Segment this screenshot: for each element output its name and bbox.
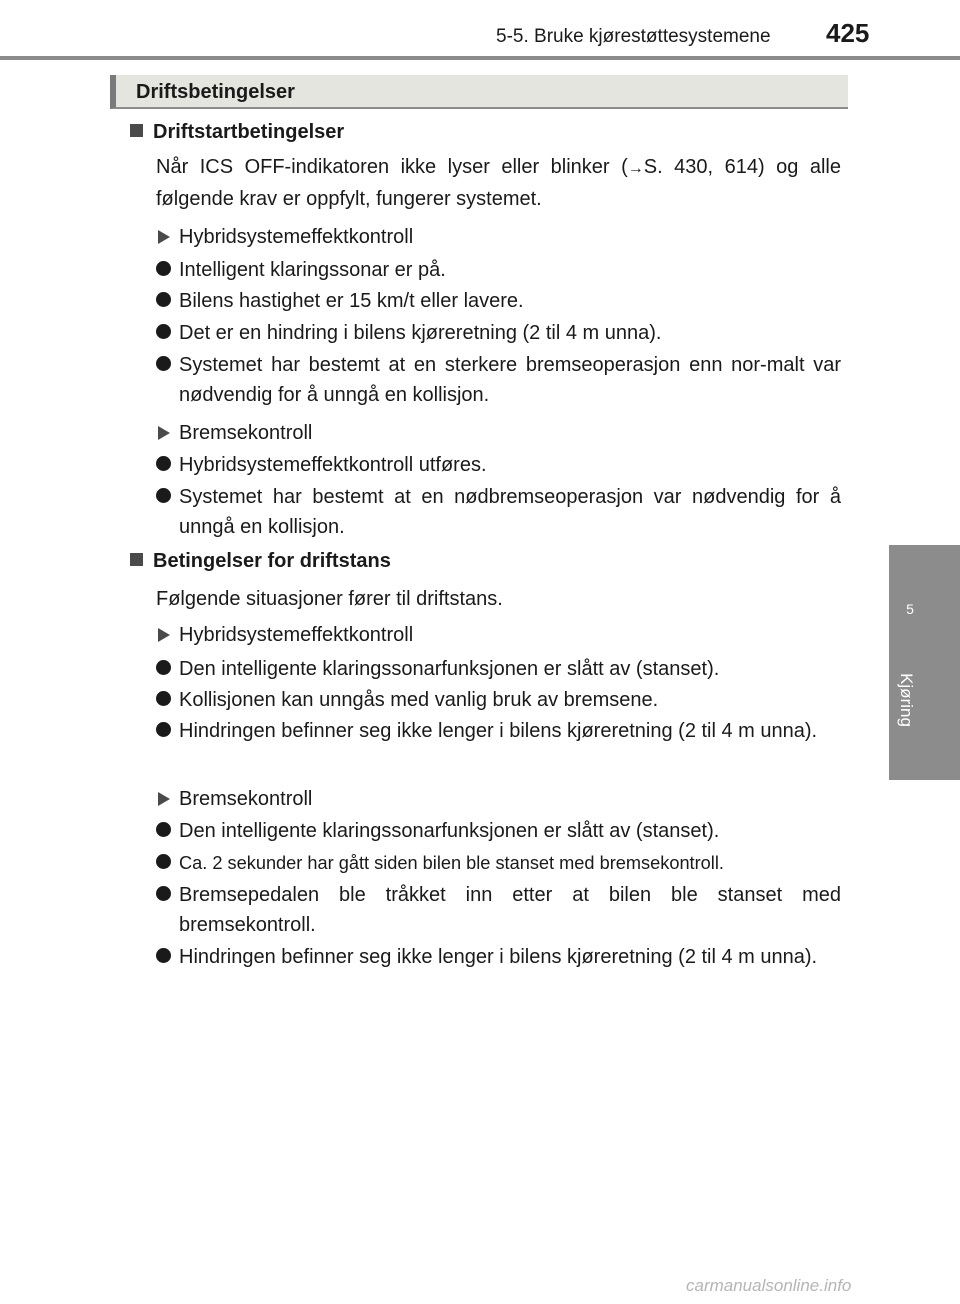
subheading-stop bbox=[130, 550, 391, 573]
list-item-text: Den intelligente klaringssonarfunksjonen er slått av (stanset). bbox=[179, 658, 720, 680]
bullet-dot-icon bbox=[156, 691, 171, 706]
list-item-text: Hybridsystemeffektkontroll utføres. bbox=[179, 454, 487, 476]
watermark: carmanualsonline.info bbox=[686, 1276, 852, 1295]
list-item-text: Kollisjonen kan unngås med vanlig bruk av bremsene. bbox=[179, 689, 659, 711]
list-item-text: Hindringen befinner seg ikke lenger i bilens kjøreretning (2 til 4 m unna). bbox=[179, 946, 818, 968]
triangle-bullet-icon bbox=[158, 426, 170, 440]
list-item-text: Bilens hastighet er 15 km/t eller lavere. bbox=[179, 290, 524, 312]
bullet-dot-icon bbox=[156, 356, 171, 371]
bullet-dot-icon bbox=[156, 854, 171, 869]
start-brake-title: Bremsekontroll bbox=[179, 422, 313, 444]
list-item-text: Det er en hindring i bilens kjøreretning (2 til 4 m unna). bbox=[179, 322, 662, 344]
list-item bbox=[156, 685, 841, 715]
list-item bbox=[156, 654, 841, 684]
list-item bbox=[156, 450, 841, 480]
square-bullet-icon bbox=[130, 553, 143, 566]
stop-hybrid-heading bbox=[156, 620, 841, 650]
list-item-text: Ca. 2 sekunder har gått siden bilen ble stanset med bremsekontroll. bbox=[179, 853, 724, 873]
bullet-dot-icon bbox=[156, 261, 171, 276]
bullet-dot-icon bbox=[156, 324, 171, 339]
list-item-text: Systemet har bestemt at en sterkere bremseoperasjon enn nor-malt var nødvendig for å unngå en kollisjon. bbox=[179, 354, 841, 406]
square-bullet-icon bbox=[130, 124, 143, 137]
bullet-dot-icon bbox=[156, 886, 171, 901]
subheading-stop-label: Betingelser for driftstans bbox=[153, 550, 391, 572]
list-item bbox=[156, 350, 841, 410]
chapter-label: Kjøring bbox=[897, 673, 916, 727]
start-hybrid-title: Hybridsystemeffektkontroll bbox=[179, 226, 414, 248]
list-item bbox=[156, 255, 841, 285]
start-brake-heading bbox=[156, 418, 841, 448]
list-item bbox=[156, 482, 841, 542]
triangle-bullet-icon bbox=[158, 628, 170, 642]
list-item bbox=[156, 880, 841, 940]
list-item-text: Intelligent klaringssonar er på. bbox=[179, 259, 446, 281]
bullet-dot-icon bbox=[156, 488, 171, 503]
list-item-text: Bremsepedalen ble tråkket inn etter at bilen ble stanset med bremsekontroll. bbox=[179, 884, 841, 936]
bullet-dot-icon bbox=[156, 722, 171, 737]
stop-brake-title: Bremsekontroll bbox=[179, 788, 313, 810]
stop-brake-heading bbox=[156, 784, 841, 814]
page-number: 425 bbox=[826, 18, 870, 48]
triangle-bullet-icon bbox=[158, 230, 170, 244]
list-item-text: Den intelligente klaringssonarfunksjonen er slått av (stanset). bbox=[179, 820, 720, 842]
list-item bbox=[156, 318, 841, 348]
list-item bbox=[156, 816, 841, 846]
section-header bbox=[110, 75, 848, 109]
list-item bbox=[156, 848, 841, 878]
bullet-dot-icon bbox=[156, 822, 171, 837]
start-intro bbox=[156, 152, 841, 214]
subheading-start bbox=[130, 121, 344, 144]
triangle-bullet-icon bbox=[158, 792, 170, 806]
start-intro-text-b: S. 430, 614) og alle følgende krav er oppfylt, fungerer systemet. bbox=[156, 156, 841, 210]
bullet-dot-icon bbox=[156, 456, 171, 471]
bullet-dot-icon bbox=[156, 660, 171, 675]
list-item-text: Systemet har bestemt at en nødbremseoperasjon var nødvendig for å unngå en kollisjon. bbox=[179, 486, 841, 538]
header-divider bbox=[0, 56, 960, 60]
stop-hybrid-title: Hybridsystemeffektkontroll bbox=[179, 624, 414, 646]
bullet-dot-icon bbox=[156, 292, 171, 307]
stop-intro: Følgende situasjoner fører til driftstans. bbox=[156, 588, 503, 610]
section-title: Driftsbetingelser bbox=[136, 81, 295, 103]
start-intro-text-a: Når ICS OFF-indikatoren ikke lyser eller blinker ( bbox=[156, 156, 628, 178]
bullet-dot-icon bbox=[156, 948, 171, 963]
list-item-text: Hindringen befinner seg ikke lenger i bilens kjøreretning (2 til 4 m unna). bbox=[179, 720, 818, 742]
header-section-title: 5-5. Bruke kjørestøttesystemene bbox=[496, 26, 771, 47]
subheading-start-label: Driftstartbetingelser bbox=[153, 121, 345, 143]
start-hybrid-heading bbox=[156, 222, 841, 252]
chapter-number: 5 bbox=[906, 601, 914, 617]
page-reference-arrow-icon: → bbox=[627, 160, 644, 177]
list-item bbox=[156, 716, 841, 746]
list-item bbox=[156, 942, 841, 972]
list-item bbox=[156, 286, 841, 316]
